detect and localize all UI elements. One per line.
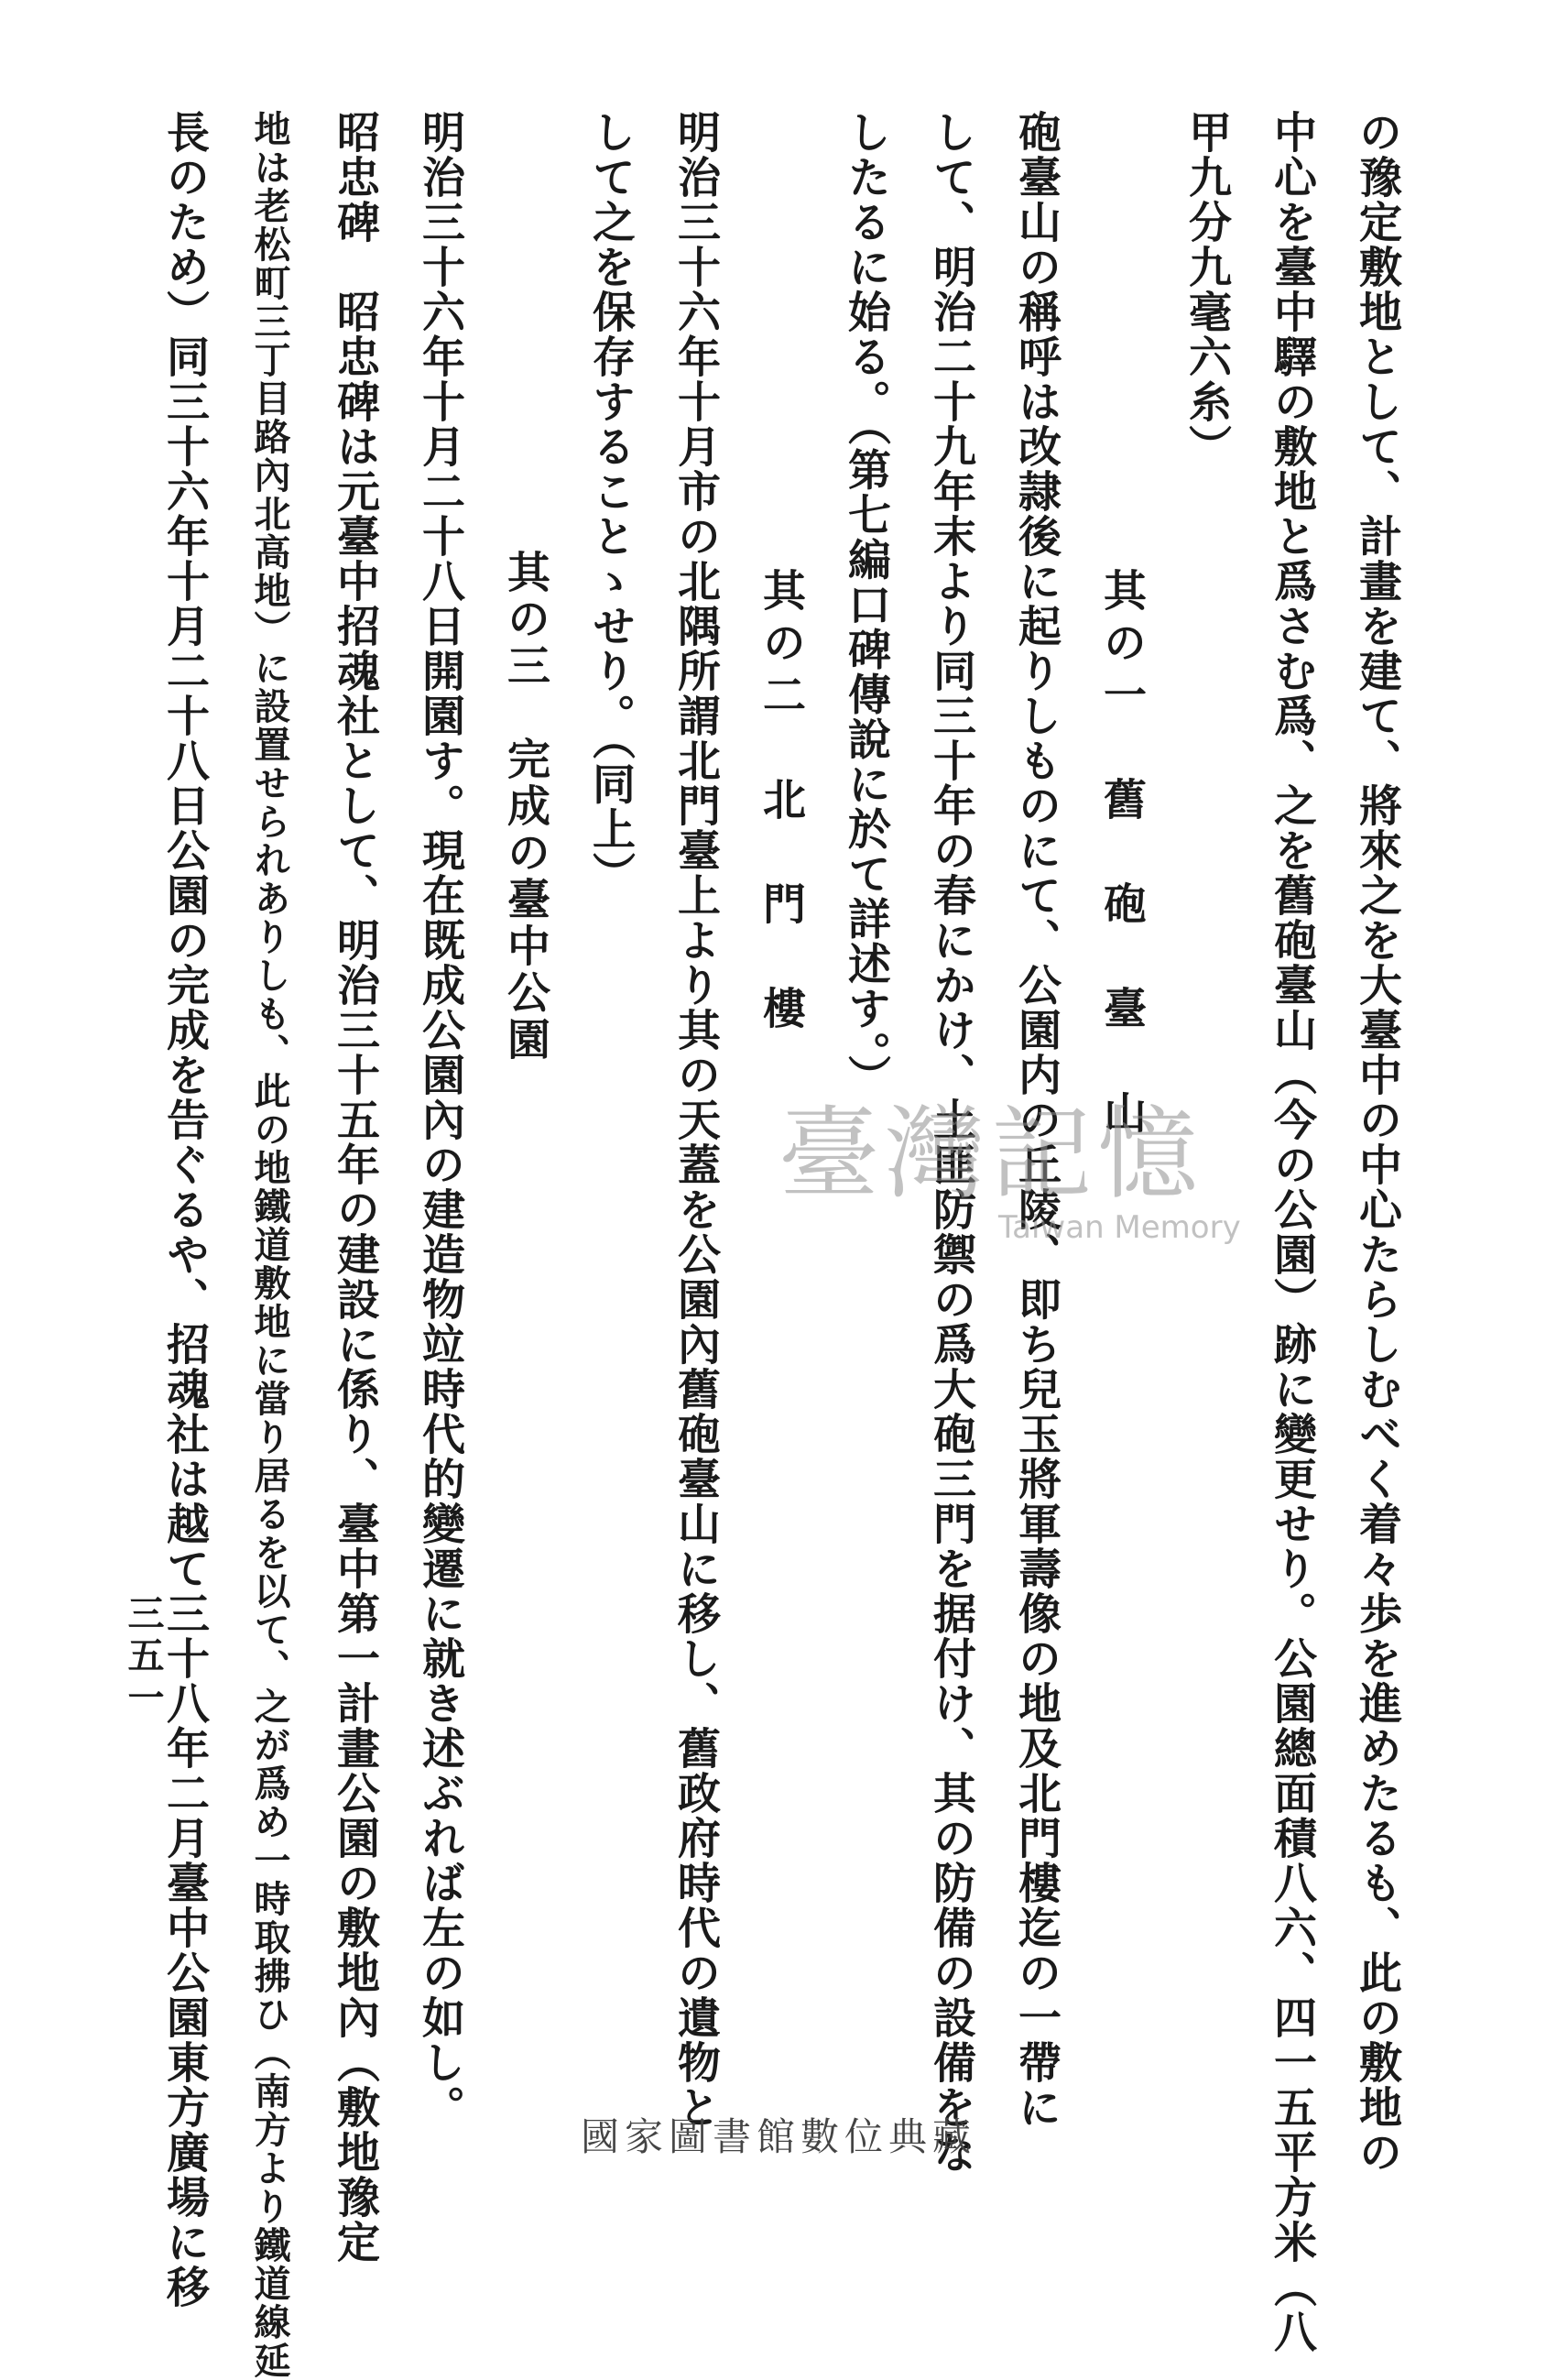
page-number: 三五一 bbox=[122, 1594, 165, 1720]
text-line: して之を保存することゝせり。（同上） bbox=[585, 110, 636, 897]
watermark-logo bbox=[778, 1096, 1255, 1255]
text-line: 明治三十六年十月二十八日開園す。現在既成公園內の建造物竝時代的變遷に就き述ぶれば左の如し。 bbox=[415, 110, 465, 2130]
text-line: 砲臺山の稱呼は改隷後に起りしものにて、公園内の丘陵、即ち兒玉將軍壽像の地及北門樓迄の一帶に bbox=[1011, 110, 1062, 2130]
text-line: 中心を臺中驛の敷地と爲さむ爲、之を舊砲臺山（今の公園）跡に變更せり。公園總面積八六、四一五平方米（八 bbox=[1267, 110, 1317, 2354]
text-line: して、明治二十九年末より同三十年の春にかけ、土匪防禦の爲大砲三門を据付け、其の防備の設備をな bbox=[926, 110, 976, 2175]
text-line: 地は老松町三丁目路內北高地）に設置せられありしも、此の地鐵道敷地に當り居るを以て、之が爲め一時取拂ひ（南方より鐵道線延 bbox=[248, 110, 291, 2380]
text-line: 昭忠碑 昭忠碑は元臺中招魂社として、明治三十五年の建設に係り、臺中第一計畫公園の敷地內（敷地豫定 bbox=[330, 110, 380, 2265]
text-line: したるに始る。（第七編口碑傳說に於て詳述す。） bbox=[841, 110, 891, 1099]
section-heading-2: 其の二 北 門 樓 bbox=[756, 568, 806, 1038]
text-line: の豫定敷地として、計畫を建て、將來之を大臺中の中心たらしむべく着々歩を進めたるも、此の敷地の bbox=[1352, 110, 1402, 2175]
watermark-chinese-text: 臺灣記憶 bbox=[778, 1096, 1203, 1213]
section-heading-3: 其の三 完成の臺中公園 bbox=[500, 550, 550, 1064]
footer-credit: 國家圖書館數位典藏 bbox=[580, 2114, 976, 2159]
text-line: 明治三十六年十月市の北隅所謂北門臺上より其の天蓋を公園內舊砲臺山に移し、舊政府時代の遺物と bbox=[670, 110, 721, 2130]
text-line: 甲九分九毫六糸） bbox=[1181, 110, 1232, 469]
watermark-english-text: Taiwan Memory bbox=[998, 1209, 1241, 1246]
section-heading-1: 其の一 舊 砲 臺 山 bbox=[1096, 568, 1147, 1142]
text-line: 長のため）同三十六年十月二十八日公園の完成を告ぐるや、招魂社は越て三十八年二月臺中公園東方廣場に移 bbox=[159, 110, 210, 2309]
